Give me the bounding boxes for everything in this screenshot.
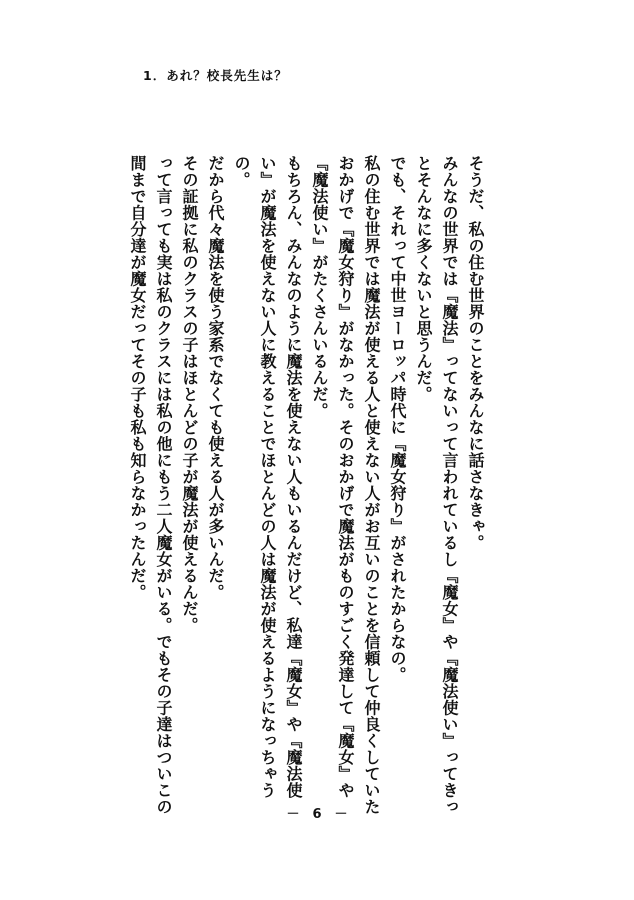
chapter-title: 1．あれ？校長先生は？ <box>143 68 288 83</box>
paragraph: 私の住む世界では魔法が使える人と使えない人がお互いのことを信頼して仲良くしていたおかげで『魔女狩り』がなかった。そのおかげで魔法がものすごく発達して『魔女』や『魔法使い』がたくさんいるんだ。 <box>310 155 381 815</box>
paragraph: みんなの世界では『魔法』ってないって言われているし『魔女』や『魔法使い』ってきっとそんなに多くないと思うんだ。 <box>414 155 459 815</box>
page-number: － 6 － <box>286 807 348 822</box>
paragraph: その証拠に私のクラスの子はほとんどの子が魔法が使えるんだ。 <box>180 155 199 634</box>
paragraph: そうだ、私の住む世界のことをみんなに話さなきゃ。 <box>466 155 485 551</box>
paragraph: もちろん、みんなのように魔法を使えない人もいるんだけど、私達『魔女』や『魔法使い』が魔法を使えない人に教えることでほとんどの人は魔法が使えるようになっちゃうの。 <box>232 155 303 799</box>
body-text <box>128 155 488 815</box>
paragraph: でも、それって中世ヨーロッパ時代に『魔女狩り』がされたからなの。 <box>388 155 407 683</box>
paragraph: だから代々魔法を使う家系でなくても使える人が多いんだ。 <box>206 155 225 601</box>
paragraph: って言っても実は私のクラスには私の他にもう二人魔女がいる。でもその子達はついこの間まで自分達が魔女だってその子も私も知らなかったんだ。 <box>128 155 173 815</box>
